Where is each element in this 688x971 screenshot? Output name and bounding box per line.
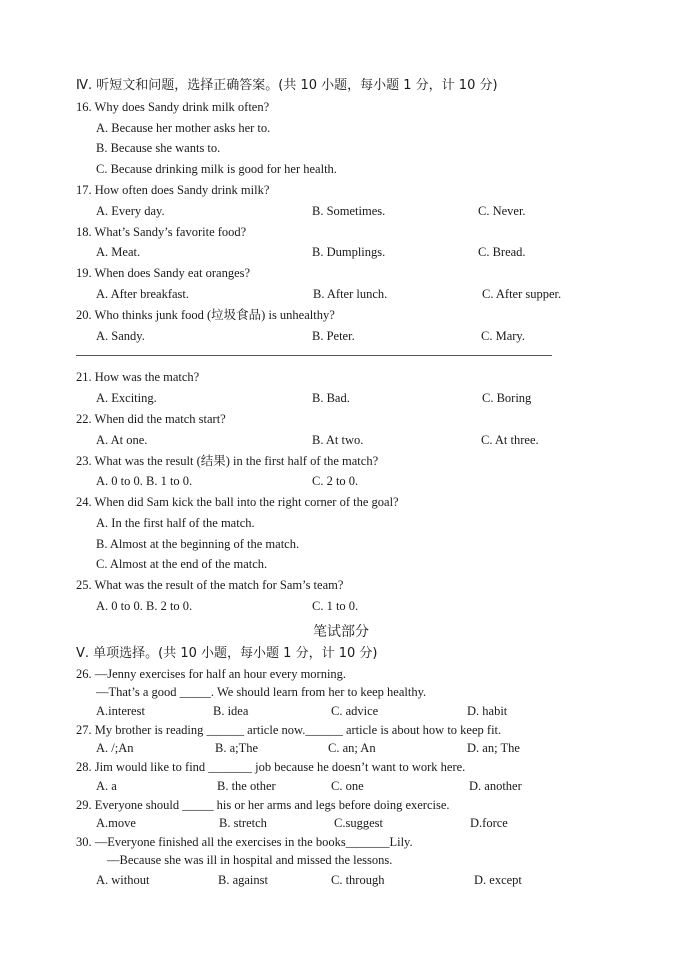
q22-option-a: A. At one.: [96, 433, 148, 447]
q26-option-a: A.interest: [96, 704, 145, 718]
q30-option-d: D. except: [474, 873, 522, 887]
q16-option-c: C. Because drinking milk is good for her health.: [96, 162, 337, 176]
q21-option-c: C. Boring: [482, 391, 532, 405]
q26-stem: 26. —Jenny exercises for half an hour every morning.: [76, 667, 347, 681]
q19-option-c: C. After supper.: [482, 287, 562, 301]
q29-option-d: D.force: [470, 816, 508, 830]
q24-option-a: A. In the first half of the match.: [96, 516, 255, 530]
q24-option-c: C. Almost at the end of the match.: [96, 557, 268, 571]
q27-stem: 27. My brother is reading ______ article now.______ article is about how to keep fit.: [76, 723, 502, 737]
q18-option-b: B. Dumplings.: [312, 245, 386, 259]
q29-option-c: C.suggest: [334, 816, 383, 830]
q27-option-c: C. an; An: [328, 741, 376, 755]
q20-option-b: B. Peter.: [312, 329, 355, 343]
q19-stem: 19. When does Sandy eat oranges?: [76, 266, 251, 280]
q27-option-b: B. a;The: [215, 741, 259, 755]
q30-option-b: B. against: [218, 873, 268, 887]
q25-option-c: C. 1 to 0.: [312, 599, 359, 613]
section-divider: [76, 355, 552, 356]
q28-option-c: C. one: [331, 779, 364, 793]
q26-option-b: B. idea: [213, 704, 249, 718]
q22-option-b: B. At two.: [312, 433, 364, 447]
q23-stem: 23. What was the result (结果) in the first half of the match?: [76, 454, 379, 468]
q27-option-d: D. an; The: [467, 741, 520, 755]
q21-option-a: A. Exciting.: [96, 391, 157, 405]
q24-stem: 24. When did Sam kick the ball into the right corner of the goal?: [76, 495, 399, 509]
q24-option-b: B. Almost at the beginning of the match.: [96, 537, 300, 551]
written-part-title: 笔试部分: [313, 624, 369, 640]
q29-stem: 29. Everyone should _____ his or her arms and legs before doing exercise.: [76, 798, 450, 812]
q22-stem: 22. When did the match start?: [76, 412, 226, 426]
q22-option-c: C. At three.: [481, 433, 539, 447]
q28-option-a: A. a: [96, 779, 117, 793]
q17-option-c: C. Never.: [478, 204, 526, 218]
q25-option-ab: A. 0 to 0. B. 2 to 0.: [96, 599, 193, 613]
q17-option-b: B. Sometimes.: [312, 204, 386, 218]
q29-option-a: A.move: [96, 816, 136, 830]
q18-option-c: C. Bread.: [478, 245, 526, 259]
q16-stem: 16. Why does Sandy drink milk often?: [76, 100, 270, 114]
q28-option-b: B. the other: [217, 779, 276, 793]
q26-stem-reply: —That’s a good _____. We should learn from her to keep healthy.: [96, 685, 427, 699]
q23-option-c: C. 2 to 0.: [312, 474, 359, 488]
q30-option-c: C. through: [331, 873, 385, 887]
q30-stem: 30. —Everyone finished all the exercises in the books_______Lily.: [76, 835, 413, 849]
q16-option-a: A. Because her mother asks her to.: [96, 121, 271, 135]
q25-stem: 25. What was the result of the match for Sam’s team?: [76, 578, 344, 592]
q26-option-d: D. habit: [467, 704, 508, 718]
q21-stem: 21. How was the match?: [76, 370, 200, 384]
q19-option-b: B. After lunch.: [313, 287, 388, 301]
q29-option-b: B. stretch: [219, 816, 267, 830]
q30-stem-reply: —Because she was ill in hospital and missed the lessons.: [107, 853, 393, 867]
q21-option-b: B. Bad.: [312, 391, 350, 405]
q20-option-c: C. Mary.: [481, 329, 525, 343]
q28-option-d: D. another: [469, 779, 522, 793]
q28-stem: 28. Jim would like to find _______ job because he doesn’t want to work here.: [76, 760, 466, 774]
q16-option-b: B. Because she wants to.: [96, 141, 221, 155]
q27-option-a: A. /;An: [96, 741, 134, 755]
q23-option-ab: A. 0 to 0. B. 1 to 0.: [96, 474, 193, 488]
q18-option-a: A. Meat.: [96, 245, 141, 259]
q20-stem: 20. Who thinks junk food (垃圾食品) is unhealthy?: [76, 308, 335, 322]
q19-option-a: A. After breakfast.: [96, 287, 190, 301]
section5-heading: Ⅴ. 单项选择。(共 10 小题，每小题 1 分，计 10 分): [76, 646, 378, 661]
q17-option-a: A. Every day.: [96, 204, 165, 218]
q20-option-a: A. Sandy.: [96, 329, 145, 343]
q18-stem: 18. What’s Sandy’s favorite food?: [76, 225, 247, 239]
section4-heading: Ⅳ. 听短文和问题，选择正确答案。(共 10 小题，每小题 1 分，计 10 分): [76, 78, 498, 93]
q17-stem: 17. How often does Sandy drink milk?: [76, 183, 270, 197]
q26-option-c: C. advice: [331, 704, 379, 718]
q30-option-a: A. without: [96, 873, 150, 887]
